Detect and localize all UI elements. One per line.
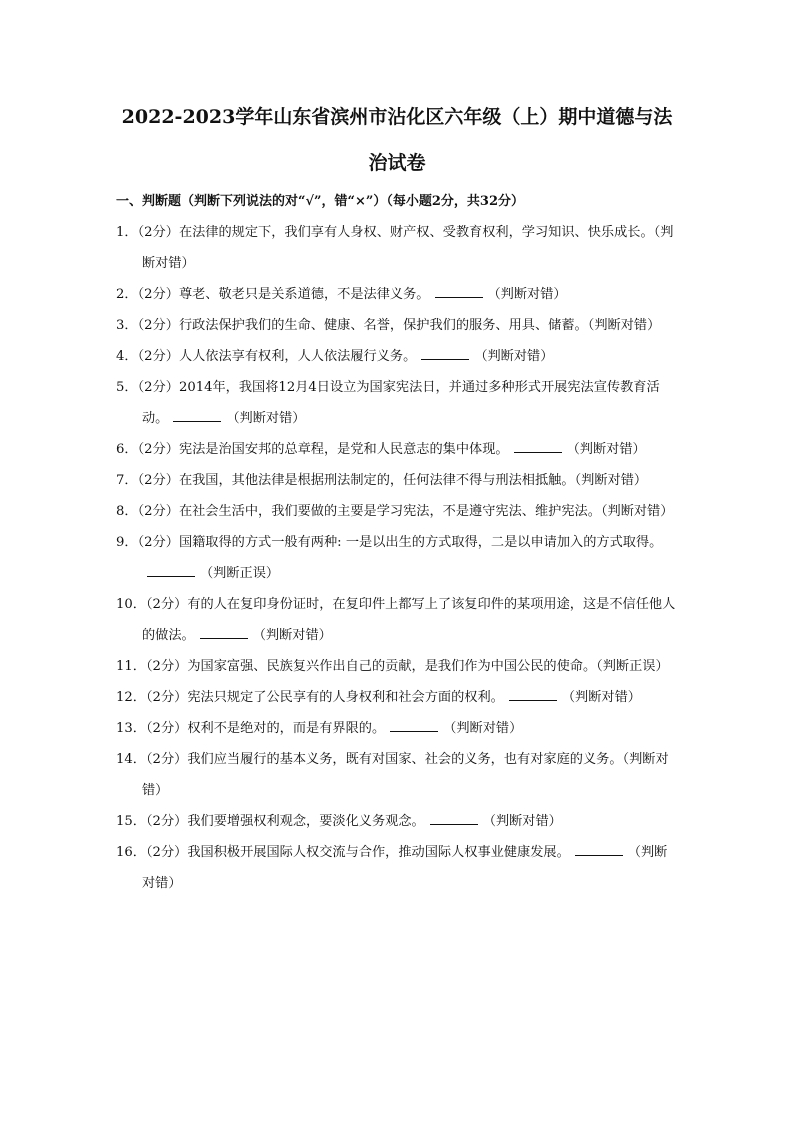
question-number: 3． <box>116 318 138 333</box>
answer-blank[interactable] <box>173 407 221 422</box>
question-judge-hint: （判断对错） <box>566 442 646 457</box>
question-number: 14． <box>116 752 146 767</box>
question-item <box>116 496 678 527</box>
question-score: （2分） <box>145 659 188 674</box>
question-score: （2分） <box>145 752 188 767</box>
answer-blank[interactable] <box>514 438 562 453</box>
question-judge-hint: （判断对错） <box>474 349 554 364</box>
question-number: 9． <box>116 535 138 550</box>
question-number: 7． <box>116 473 138 488</box>
question-list <box>116 217 678 899</box>
question-judge-hint: （判断对错） <box>142 845 668 891</box>
question-text: 有的人在复印身份证时，在复印件上都写上了该复印件的某项用途，这是不信任他人的做法。 <box>142 597 676 643</box>
question-score: （2分） <box>137 287 179 302</box>
question-judge-hint: （判断对错） <box>600 504 674 519</box>
question-number: 2． <box>116 287 138 302</box>
question-judge-hint: （判断对错） <box>487 287 567 302</box>
question-item <box>116 744 678 806</box>
question-judge-hint: （判断对错） <box>142 225 674 271</box>
question-score: （2分） <box>145 597 188 612</box>
question-text: 在我国，其他法律是根据刑法制定的，任何法律不得与刑法相抵触。 <box>178 473 575 488</box>
answer-blank[interactable] <box>147 562 195 577</box>
question-text: 为国家富强、民族复兴作出自己的贡献，是我们作为中国公民的使命。 <box>187 659 597 674</box>
question-number: 15． <box>116 814 146 829</box>
question-score: （2分） <box>137 442 179 457</box>
question-judge-hint: （判断对错） <box>226 411 306 426</box>
question-item <box>116 217 678 279</box>
answer-blank[interactable] <box>430 810 478 825</box>
question-item <box>116 372 678 434</box>
question-score: （2分） <box>137 473 179 488</box>
question-text: 我们应当履行的基本义务，既有对国家、社会的义务，也有对家庭的义务。 <box>187 752 623 767</box>
question-score: （2分） <box>137 535 179 550</box>
question-item <box>116 434 678 465</box>
question-score: （2分） <box>137 504 179 519</box>
question-item <box>116 465 678 496</box>
question-judge-hint: （判断对错） <box>142 752 669 798</box>
question-number: 6． <box>116 442 138 457</box>
answer-blank[interactable] <box>390 717 438 732</box>
question-item <box>116 589 678 651</box>
question-text: 在社会生活中，我们要做的主要是学习宪法，不是遵守宪法、维护宪法。 <box>178 504 601 519</box>
question-score: （2分） <box>145 845 188 860</box>
question-item <box>116 310 678 341</box>
question-text: 宪法只规定了公民享有的人身权利和社会方面的权利。 <box>187 690 504 705</box>
question-score: （2分） <box>145 721 188 736</box>
question-judge-hint: （判断对错） <box>252 628 332 643</box>
question-number: 8． <box>116 504 138 519</box>
question-text: 行政法保护我们的生命、健康、名誉，保护我们的服务、用具、储蓄。 <box>178 318 588 333</box>
question-judge-hint: （判断对错） <box>574 473 648 488</box>
question-text: 尊老、敬老只是关系道德，不是法律义务。 <box>178 287 430 302</box>
question-number: 1． <box>116 225 138 240</box>
section-heading: 一、判断题（判断下列说法的对“√”，错“×”）（每小题2分，共32分） <box>116 194 524 209</box>
question-score: （2分） <box>137 380 179 395</box>
question-item <box>116 279 678 310</box>
answer-blank[interactable] <box>509 686 557 701</box>
question-score: （2分） <box>137 349 179 364</box>
question-item <box>116 806 678 837</box>
question-item <box>116 713 678 744</box>
question-judge-hint: （判断正误） <box>596 659 669 674</box>
question-number: 12． <box>116 690 146 705</box>
question-text: 国籍取得的方式一般有两种: 一是以出生的方式取得，二是以申请加入的方式取得。 <box>178 535 663 550</box>
question-item <box>116 837 678 899</box>
question-number: 11． <box>116 659 146 674</box>
question-item <box>116 341 678 372</box>
answer-blank[interactable] <box>200 624 248 639</box>
question-text: 在法律的规定下，我们享有人身权、财产权、受教育权利，学习知识、快乐成长。 <box>178 225 654 240</box>
question-text: 我国积极开展国际人权交流与合作，推动国际人权事业健康发展。 <box>187 845 570 860</box>
answer-blank[interactable] <box>421 345 469 360</box>
question-judge-hint: （判断对错） <box>561 690 641 705</box>
question-score: （2分） <box>145 690 188 705</box>
question-number: 5． <box>116 380 138 395</box>
question-text: 人人依法享有权利，人人依法履行义务。 <box>178 349 417 364</box>
answer-blank[interactable] <box>575 841 623 856</box>
answer-blank[interactable] <box>435 283 483 298</box>
question-score: （2分） <box>137 318 179 333</box>
question-item <box>116 527 678 589</box>
question-item <box>116 682 678 713</box>
question-score: （2分） <box>145 814 188 829</box>
question-text: 权利不是绝对的，而是有界限的。 <box>187 721 386 736</box>
question-judge-hint: （判断对错） <box>482 814 562 829</box>
question-judge-hint: （判断对错） <box>587 318 661 333</box>
question-judge-hint: （判断对错） <box>443 721 523 736</box>
question-number: 16． <box>116 845 146 860</box>
question-text: 宪法是治国安邦的总章程，是党和人民意志的集中体现。 <box>178 442 509 457</box>
question-number: 4． <box>116 349 138 364</box>
question-score: （2分） <box>137 225 179 240</box>
question-item <box>116 651 678 682</box>
exam-title-line2: 治试卷 <box>368 152 426 174</box>
question-number: 13． <box>116 721 146 736</box>
exam-title-line1: 2022-2023学年山东省滨州市沾化区六年级（上）期中道德与法 <box>121 106 673 128</box>
question-judge-hint: （判断正误） <box>200 566 280 581</box>
question-text: 2014年，我国将12月4日设立为国家宪法日，并通过多种形式开展宪法宣传教育活动。 <box>142 380 660 426</box>
question-number: 10． <box>116 597 146 612</box>
question-text: 我们要增强权利观念，要淡化义务观念。 <box>187 814 425 829</box>
